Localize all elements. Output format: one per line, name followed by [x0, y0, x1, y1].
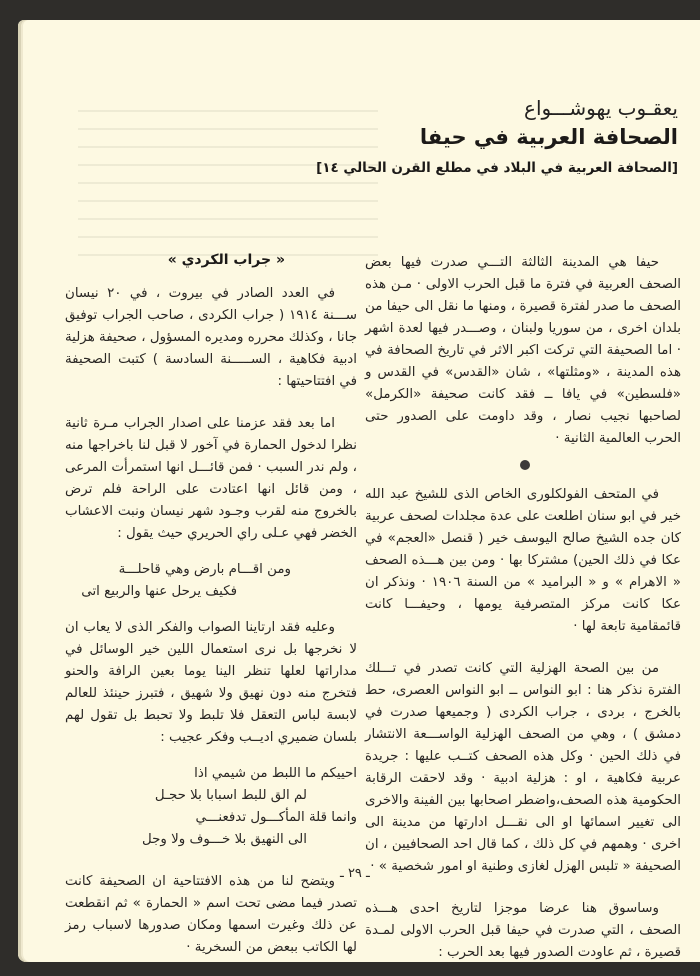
right-column	[365, 252, 681, 962]
author-name: يعقـوب يهوشـــواع	[524, 96, 678, 120]
left-column	[65, 249, 357, 959]
verse-line: ومن اقـــام بارض وهي قاحلـــة	[118, 562, 291, 577]
bullet-dot-icon	[520, 460, 530, 470]
article-subtitle: [الصحافة العربية في البلاد في مطلع القرن الحالي ١٤]	[316, 160, 678, 176]
quoted-paragraph: وعليه فقد ارتاينا الصواب والفكر الذى لا يعاب ان لا نخرجها بل نرى استعمال اللين خير الوسائل في مداراتها لعلها تنظر الينا يوما بعين الرافة والحنو فتخرج منه دون نهيق ولا شهيق ، فتبرز حينئذ للعالم لابسة لباس التعقل فلا تلبط ولا تحبط بل تقول لهم بلسان ضميري اديــب وفكر عجيب :	[65, 620, 357, 745]
magazine-page	[18, 20, 700, 962]
verse-line: فكيف يرحل عنها والربيع اتى	[81, 584, 237, 599]
verse-line: لم الق للبط اسبابا بلا حجـل	[154, 788, 307, 803]
verse-line: الى النهيق بلا خـــوف ولا وجل	[141, 832, 307, 847]
section-separator	[365, 450, 681, 484]
paragraph: في المتحف الفولكلورى الخاص الذى للشيخ عبد الله خير في ابو سنان اطلعت على عدة مجلدات لصحف عربية كان جده الشيخ صالح اليوسف خير ( قنصل «العجم» في عكا في ذلك الحين) مشتركا بها · ومن بين هـــذه الصحف « الاهرام » و « البراميد » من السنة ١٩٠٦ · ونذكر ان عكا كانت مركز المتصرفية يومها ، وحيفـــا كانت قائمقامية تابعة لها ·	[365, 487, 681, 634]
verse-line: وانما قلة المأكـــول تدفعنـــي	[195, 810, 357, 825]
article-title: الصحافة العربية في حيفا	[419, 125, 678, 149]
bleed-through-text	[78, 100, 378, 270]
section-heading: « جراب الكردي »	[167, 252, 285, 268]
paragraph: من بين الصحة الهزلية التي كانت تصدر في تـــلك الفترة نذكر هنا : ابو النواس ــ ابو النواس العصرى، حط بالخرج ، بردى ، جراب الكردى ( وجميعها صدرت في دمشق ) ، وهي من الصحف الهزلية الواســـعة الانتشار في ذلك الحين · وكل هذه الصحف كتــب عليها : جريدة عربية فكاهية ، او : هزلية ادبية · وقد لاحقت الرقابة الحكومية هذه الصحف،واضطر اصحابها بين الفينة والاخرى الى تغيير اسمائها او الى نقـــل ادارتها من مدينة الى اخرى · وهمهم في كل ذلك ، كما قال احد الصحافيين ، ان الصحيفة « تلبس الهزل لغازى وطنية او امور شخصية » ·	[365, 661, 681, 874]
quoted-paragraph: اما بعد فقد عزمنا على اصدار الجراب مـرة ثانية نظرا لدخول الحمارة في آخور لا قبل لنا باخراجها منه ، ولم ندر السبب · فمن قائـــل انها استمرأت المرعى ، ومن قائل انها اعتادت على الراحة فلم ترض بالخروج منه لقرب وجـود شهر نيسان ونبت الاعشاب الخضر فهي عـلى راي الحريري حيث يقول :	[65, 416, 357, 541]
paragraph: في العدد الصادر في بيروت ، في ٢٠ نيسان ســـنة ١٩١٤ ( جراب الكردى ، صاحب الجراب توفيق جانا ، وكذلك محرره ومديره المسؤول ، صحيفة هزلية ادبية فكاهية ، الســـــنة السادسة ) كتبت الصحيفة في افتتاحيتها :	[65, 286, 357, 389]
paragraph: ويتضح لنا من هذه الافتتاحية ان الصحيفة كانت تصدر فيما مضى تحت اسم « الحمارة » ثم انقطعت عن ذلك وغيرت اسمها ومكان صدورها لاسباب رمز لها الكاتب ببعض من السخرية ·	[65, 874, 357, 955]
page-number: ـ ٢٩ ـ	[340, 866, 370, 881]
verse-line: احييكم ما اللبط من شيمي اذا	[194, 766, 357, 781]
paragraph: وساسوق هنا عرضا موجزا لتاريخ احدى هـــذه الصحف ، التي صدرت في حيفا قبل الحرب الاولى لمـدة قصيرة ، ثم عاودت الصدور فيها بعد الحرب :	[365, 901, 681, 960]
paragraph: حيفا هي المدينة الثالثة التـــي صدرت فيها بعض الصحف العربية في فترة ما قبل الحرب الاولى · مـن هذه الصحف ما صدر لفترة قصيرة ، ومنها ما نقل الى حيفا من بلدان اخرى ، من سوريا ولبنان ، وصـــدر فيها لعدة اشهر · اما الصحيفة التي تركت اكبر الاثر في تاريخ الصحافة في هذه المدينة ، «ومثلتها» ، شان «القدس» في القدس و «فلسطين» في يافا ــ فقد كانت صحيفة «الكرمل» لصاحبها نجيب نصار ، وقد داومت على الصدور حتى الحرب العالمية الثانية ·	[365, 255, 681, 446]
